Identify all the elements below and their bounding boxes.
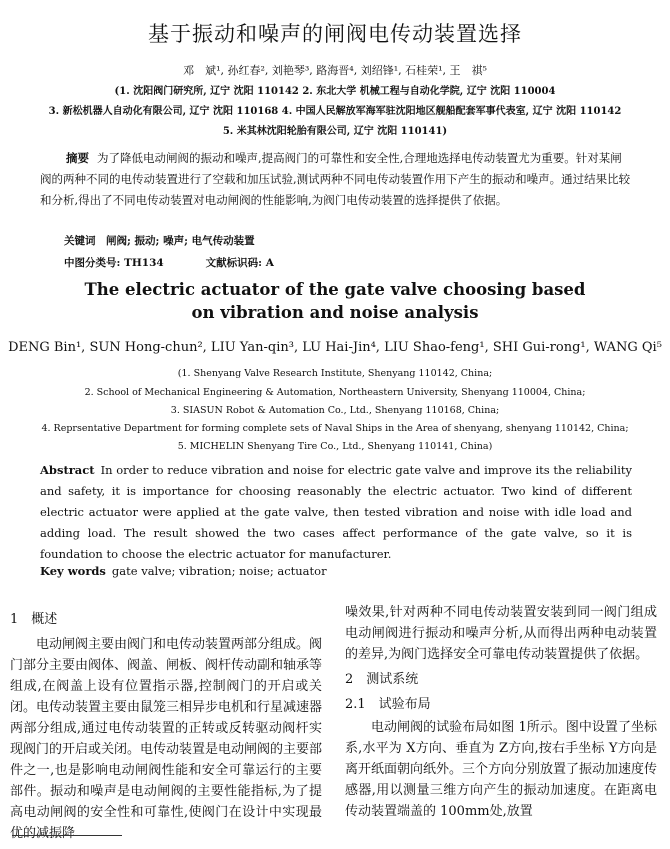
footnote-rule — [12, 835, 122, 836]
affiliation-en-line-2: 2. School of Mechanical Engineering & Automation, Northeastern University, Shenyang 110004, China; — [84, 387, 586, 398]
section-1-continued-paragraph: 噪效果,针对两种不同电传动装置安装到同一阀门组成电动闸阀进行振动和噪声分析,从而得出两种电动装置的差异,为阀门选择安全可靠电传动装置提供了依据。 — [345, 605, 657, 662]
abstract-cn-text: 为了降低电动闸阀的振动和噪声,提高阀门的可靠性和安全性,合理地选择电传动装置尤为重要。针对某闸阀的两种不同的电传动装置进行了空载和加压试验,测试两种不同电传动装置作用下产生的振动和噪声。通过结果比较和分析,得出了不同电传动装置对电动闸阀的性能影响,为阀门电传动装置的选择提供了依据。 — [40, 151, 631, 207]
paper-title-cn: 基于振动和噪声的闸阀电传动装置选择 — [148, 22, 522, 46]
section-2-1-paragraph: 电动闸阀的试验布局如图 1所示。图中设置了坐标系,水平为 X方向、垂直为 Z方向,按右手坐标 Y方向是离开纸面朝向纸外。三个方向分别放置了振动加速度传感器,用以测量三维方向产生的振动加速度。在距离电传动装置端盖的 100mm处,放置 — [345, 720, 658, 819]
abstract-en-text: In order to reduce vibration and noise for electric gate valve and improve its the reliability and safety, it is importance for choosing reasonably the electric actuator. Two kind of different electric actuator were applied at the gate valve, then tested vibration and noise with idle load and adding load. The result showed the two cases affect performance of the gate valve, so it is foundation to choose the electric actuator for manufacturer. — [40, 463, 632, 561]
abstract-cn-label: 摘要 — [66, 151, 89, 165]
affiliation-en-line-3: 3. SIASUN Robot & Automation Co., Ltd., Shenyang 110168, China; — [170, 405, 500, 416]
affiliation-en-line-1: (1. Shenyang Valve Research Institute, Shenyang 110142, China; — [177, 368, 493, 379]
paper-title-en-line-1: The electric actuator of the gate valve choosing based — [84, 280, 586, 299]
abstract-cn — [40, 148, 632, 211]
keywords-en-label: Key words — [40, 564, 106, 578]
section-2-1-heading: 2.1 试验布局 — [345, 697, 431, 712]
keywords-cn: 关键词 闸阀; 振动; 噪声; 电气传动装置 — [64, 235, 255, 247]
keywords-en-text: gate valve; vibration; noise; actuator — [111, 564, 327, 578]
affiliation-cn-line-3: 5. 米其林沈阳轮胎有限公司, 辽宁 沈阳 110141) — [222, 126, 448, 137]
affiliation-en-line-4: 4. Reprsentative Department for forming complete sets of Naval Ships in the Area of shenyang, shenyang 110142, China; — [41, 423, 629, 434]
section-2-heading: 2 测试系统 — [345, 672, 419, 687]
affiliation-cn-line-2: 3. 新松机器人自动化有限公司, 辽宁 沈阳 110168 4. 中国人民解放军海军驻沈阳地区舰船配套军事代表室, 辽宁 沈阳 110142 — [48, 106, 622, 117]
authors-en: DENG Bin¹, SUN Hong-chun², LIU Yan-qin³, LU Hai-Jin⁴, LIU Shao-feng¹, SHI Gui-rong¹, WANG Qi⁵ — [8, 340, 662, 355]
abstract-en-label: Abstract — [40, 463, 95, 477]
section-1-heading: 1 概述 — [10, 612, 58, 627]
keywords-en — [40, 564, 327, 578]
abstract-en — [40, 460, 632, 565]
classification-cn: 中图分类号: TH134 文献标识码: A — [64, 257, 274, 269]
body-left-column — [10, 609, 322, 844]
affiliation-cn-line-1: (1. 沈阳阀门研究所, 辽宁 沈阳 110142 2. 东北大学 机械工程与自动化学院, 辽宁 沈阳 110004 — [114, 86, 556, 97]
section-1-paragraph: 电动闸阀主要由阀门和电传动装置两部分组成。阀门部分主要由阀体、阀盖、闸板、阀杆传动副和轴承等组成,在阀盖上设有位置指示器,控制阀门的开启或关闭。电传动装置主要由鼠笼三相异步电机和行星减速器两部分组成,通过电传动装置的正转或反转驱动阀杆实现阀门的开启或关闭。电传动装置是电动闸阀的主要部件之一,也是影响电动闸阀性能和安全可靠运行的主要部件。振动和噪声是电动闸阀的主要性能指标,为了提高电动闸阀的安全性和可靠性,使阀门在设计中实现最优的减振降 — [10, 637, 323, 841]
body-right-column — [345, 602, 657, 822]
affiliation-en-line-5: 5. MICHELIN Shenyang Tire Co., Ltd., Shenyang 110141, China) — [177, 441, 493, 452]
paper-title-en-line-2: on vibration and noise analysis — [191, 303, 479, 322]
authors-cn: 邓 斌¹, 孙红春², 刘艳琴³, 路海晋⁴, 刘绍锋¹, 石桂荣¹, 王 祺⁵ — [183, 64, 487, 77]
